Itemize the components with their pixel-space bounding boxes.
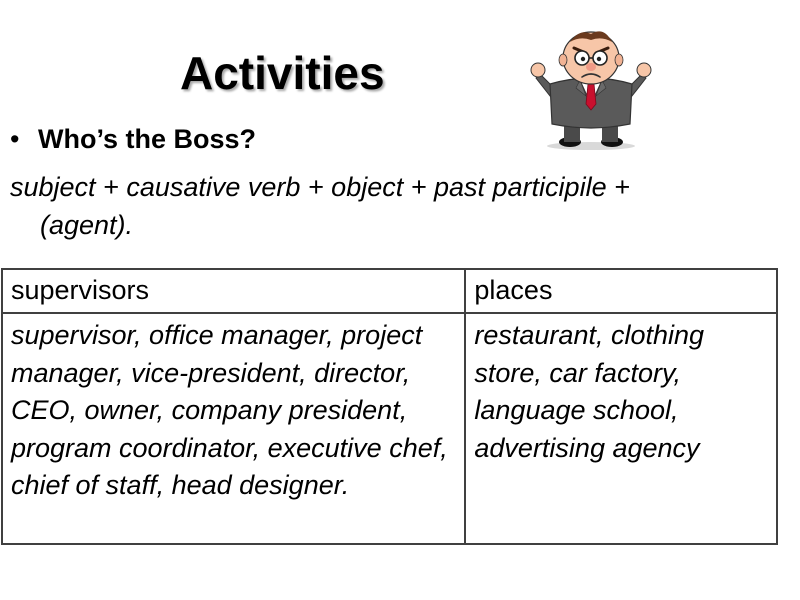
slide-title: Activities <box>180 47 385 99</box>
bullet-text: Who’s the Boss? <box>38 124 257 154</box>
header-places: places <box>465 269 777 313</box>
table-row <box>2 313 777 544</box>
bullet-item <box>10 124 256 155</box>
table-header-row <box>2 269 777 313</box>
formula-line-1: subject + causative verb + object + past participile + <box>10 172 630 202</box>
cell-places-list: restaurant, clothing store, car factory, language school, advertising agency <box>465 313 777 544</box>
angry-boss-cartoon-icon <box>528 24 654 152</box>
formula-line-2: (agent). <box>40 210 134 240</box>
activity-table <box>1 268 778 545</box>
header-supervisors: supervisors <box>2 269 465 313</box>
causative-formula <box>10 168 770 244</box>
bullet-dot-icon: • <box>10 124 20 154</box>
cell-supervisors-list: supervisor, office manager, project manager, vice-president, director, CEO, owner, company president, program coordinator, executive chef, chief of staff, head designer. <box>2 313 465 544</box>
